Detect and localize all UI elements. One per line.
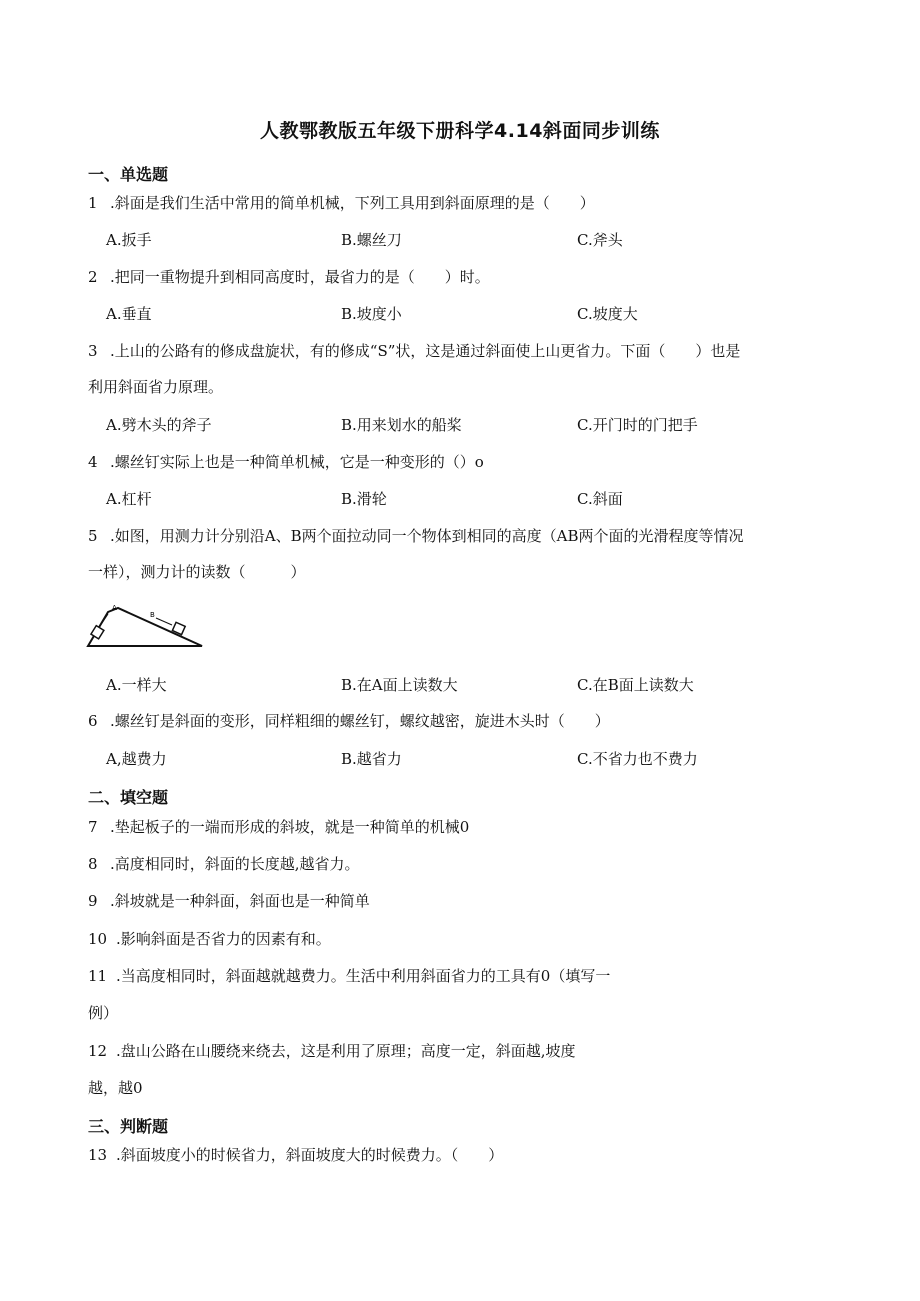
question-number: 4	[88, 453, 98, 471]
q4-option-a: A.杠杆	[106, 490, 152, 508]
question-12	[88, 1040, 576, 1061]
question-number: 2	[88, 268, 98, 286]
q2-option-b: B.坡度小	[341, 305, 402, 323]
q1-option-a: A.扳手	[106, 231, 152, 249]
question-8	[88, 853, 360, 874]
question-12-continued: 越，越0	[88, 1079, 143, 1097]
q5-option-a: A.一样大	[106, 676, 167, 694]
question-text: .上山的公路有的修成盘旋状，有的修成“S”状，这是通过斜面使上山更省力。下面（ ）也是	[110, 342, 741, 360]
question-number: 7	[88, 818, 98, 836]
q1-option-b: B.螺丝刀	[341, 231, 402, 249]
question-number: 10	[88, 930, 108, 948]
question-number: 3	[88, 342, 98, 360]
q6-option-b: B.越省力	[341, 750, 402, 768]
question-text: .螺丝钉实际上也是一种简单机械，它是一种变形的（）o	[110, 453, 484, 471]
question-text: .影响斜面是否省力的因素有和。	[116, 930, 331, 948]
question-9	[88, 890, 370, 911]
question-text: .高度相同时，斜面的长度越,越省力。	[110, 855, 360, 873]
face-a-label: A	[112, 604, 117, 612]
q3-option-c: C.开门时的门把手	[577, 416, 698, 434]
question-10	[88, 928, 331, 949]
question-text: .斜面坡度小的时候省力，斜面坡度大的时候费力。（ ）	[116, 1146, 504, 1164]
question-5	[88, 525, 743, 546]
question-3	[88, 340, 740, 361]
q2-option-a: A.垂直	[106, 305, 152, 323]
question-11	[88, 965, 610, 986]
q5-option-c: C.在B面上读数大	[577, 676, 694, 694]
question-text: .垫起板子的一端而形成的斜坡，就是一种简单的机械0	[110, 818, 470, 836]
question-text: .当高度相同时，斜面越就越费力。生活中利用斜面省力的工具有0（填写一	[116, 967, 611, 985]
question-4	[88, 451, 484, 472]
pull-arrow-a	[100, 614, 108, 626]
q3-option-a: A.劈木头的斧子	[106, 416, 212, 434]
question-text: .斜面是我们生活中常用的简单机械，下列工具用到斜面原理的是（ ）	[110, 194, 595, 212]
question-text: .如图，用测力计分别沿A、B两个面拉动同一个物体到相同的高度（AB两个面的光滑程度等情况	[110, 527, 744, 545]
question-1	[88, 192, 595, 213]
q5-option-b: B.在A面上读数大	[341, 676, 458, 694]
question-number: 6	[88, 712, 98, 730]
question-7	[88, 816, 469, 837]
question-number: 1	[88, 194, 98, 212]
section-heading-true-false: 三、判断题	[88, 1117, 169, 1136]
face-b-label: B	[150, 611, 155, 619]
q2-option-c: C.坡度大	[577, 305, 638, 323]
question-3-continued: 利用斜面省力原理。	[88, 378, 224, 396]
section-heading-single-choice: 一、单选题	[88, 165, 169, 184]
incline-figure	[86, 600, 206, 652]
q6-option-c: C.不省力也不费力	[577, 750, 698, 768]
q4-option-b: B.滑轮	[341, 490, 387, 508]
section-heading-fill-in: 二、填空题	[88, 788, 169, 807]
q1-option-c: C.斧头	[577, 231, 623, 249]
q6-option-a: A,越费力	[106, 750, 167, 768]
question-text: .把同一重物提升到相同高度时，最省力的是（ ）时。	[110, 268, 490, 286]
page-title: 人教鄂教版五年级下册科学4.14斜面同步训练	[260, 120, 660, 142]
question-13	[88, 1144, 503, 1165]
question-number: 5	[88, 527, 98, 545]
question-6	[88, 710, 610, 731]
question-number: 12	[88, 1042, 108, 1060]
question-text: .盘山公路在山腰绕来绕去，这是利用了原理；高度一定，斜面越,坡度	[116, 1042, 576, 1060]
question-11-continued: 例）	[88, 1004, 119, 1022]
question-number: 11	[88, 967, 108, 985]
question-number: 13	[88, 1146, 108, 1164]
question-text: .斜坡就是一种斜面，斜面也是一种简单	[110, 892, 370, 910]
question-5-continued: 一样），测力计的读数（ ）	[88, 563, 306, 581]
q4-option-c: C.斜面	[577, 490, 623, 508]
question-text: .螺丝钉是斜面的变形，同样粗细的螺丝钉，螺纹越密，旋进木头时（ ）	[110, 712, 610, 730]
q3-option-b: B.用来划水的船桨	[341, 416, 462, 434]
pull-arrow-b	[156, 618, 172, 625]
question-2	[88, 266, 490, 287]
question-number: 8	[88, 855, 98, 873]
question-number: 9	[88, 892, 98, 910]
